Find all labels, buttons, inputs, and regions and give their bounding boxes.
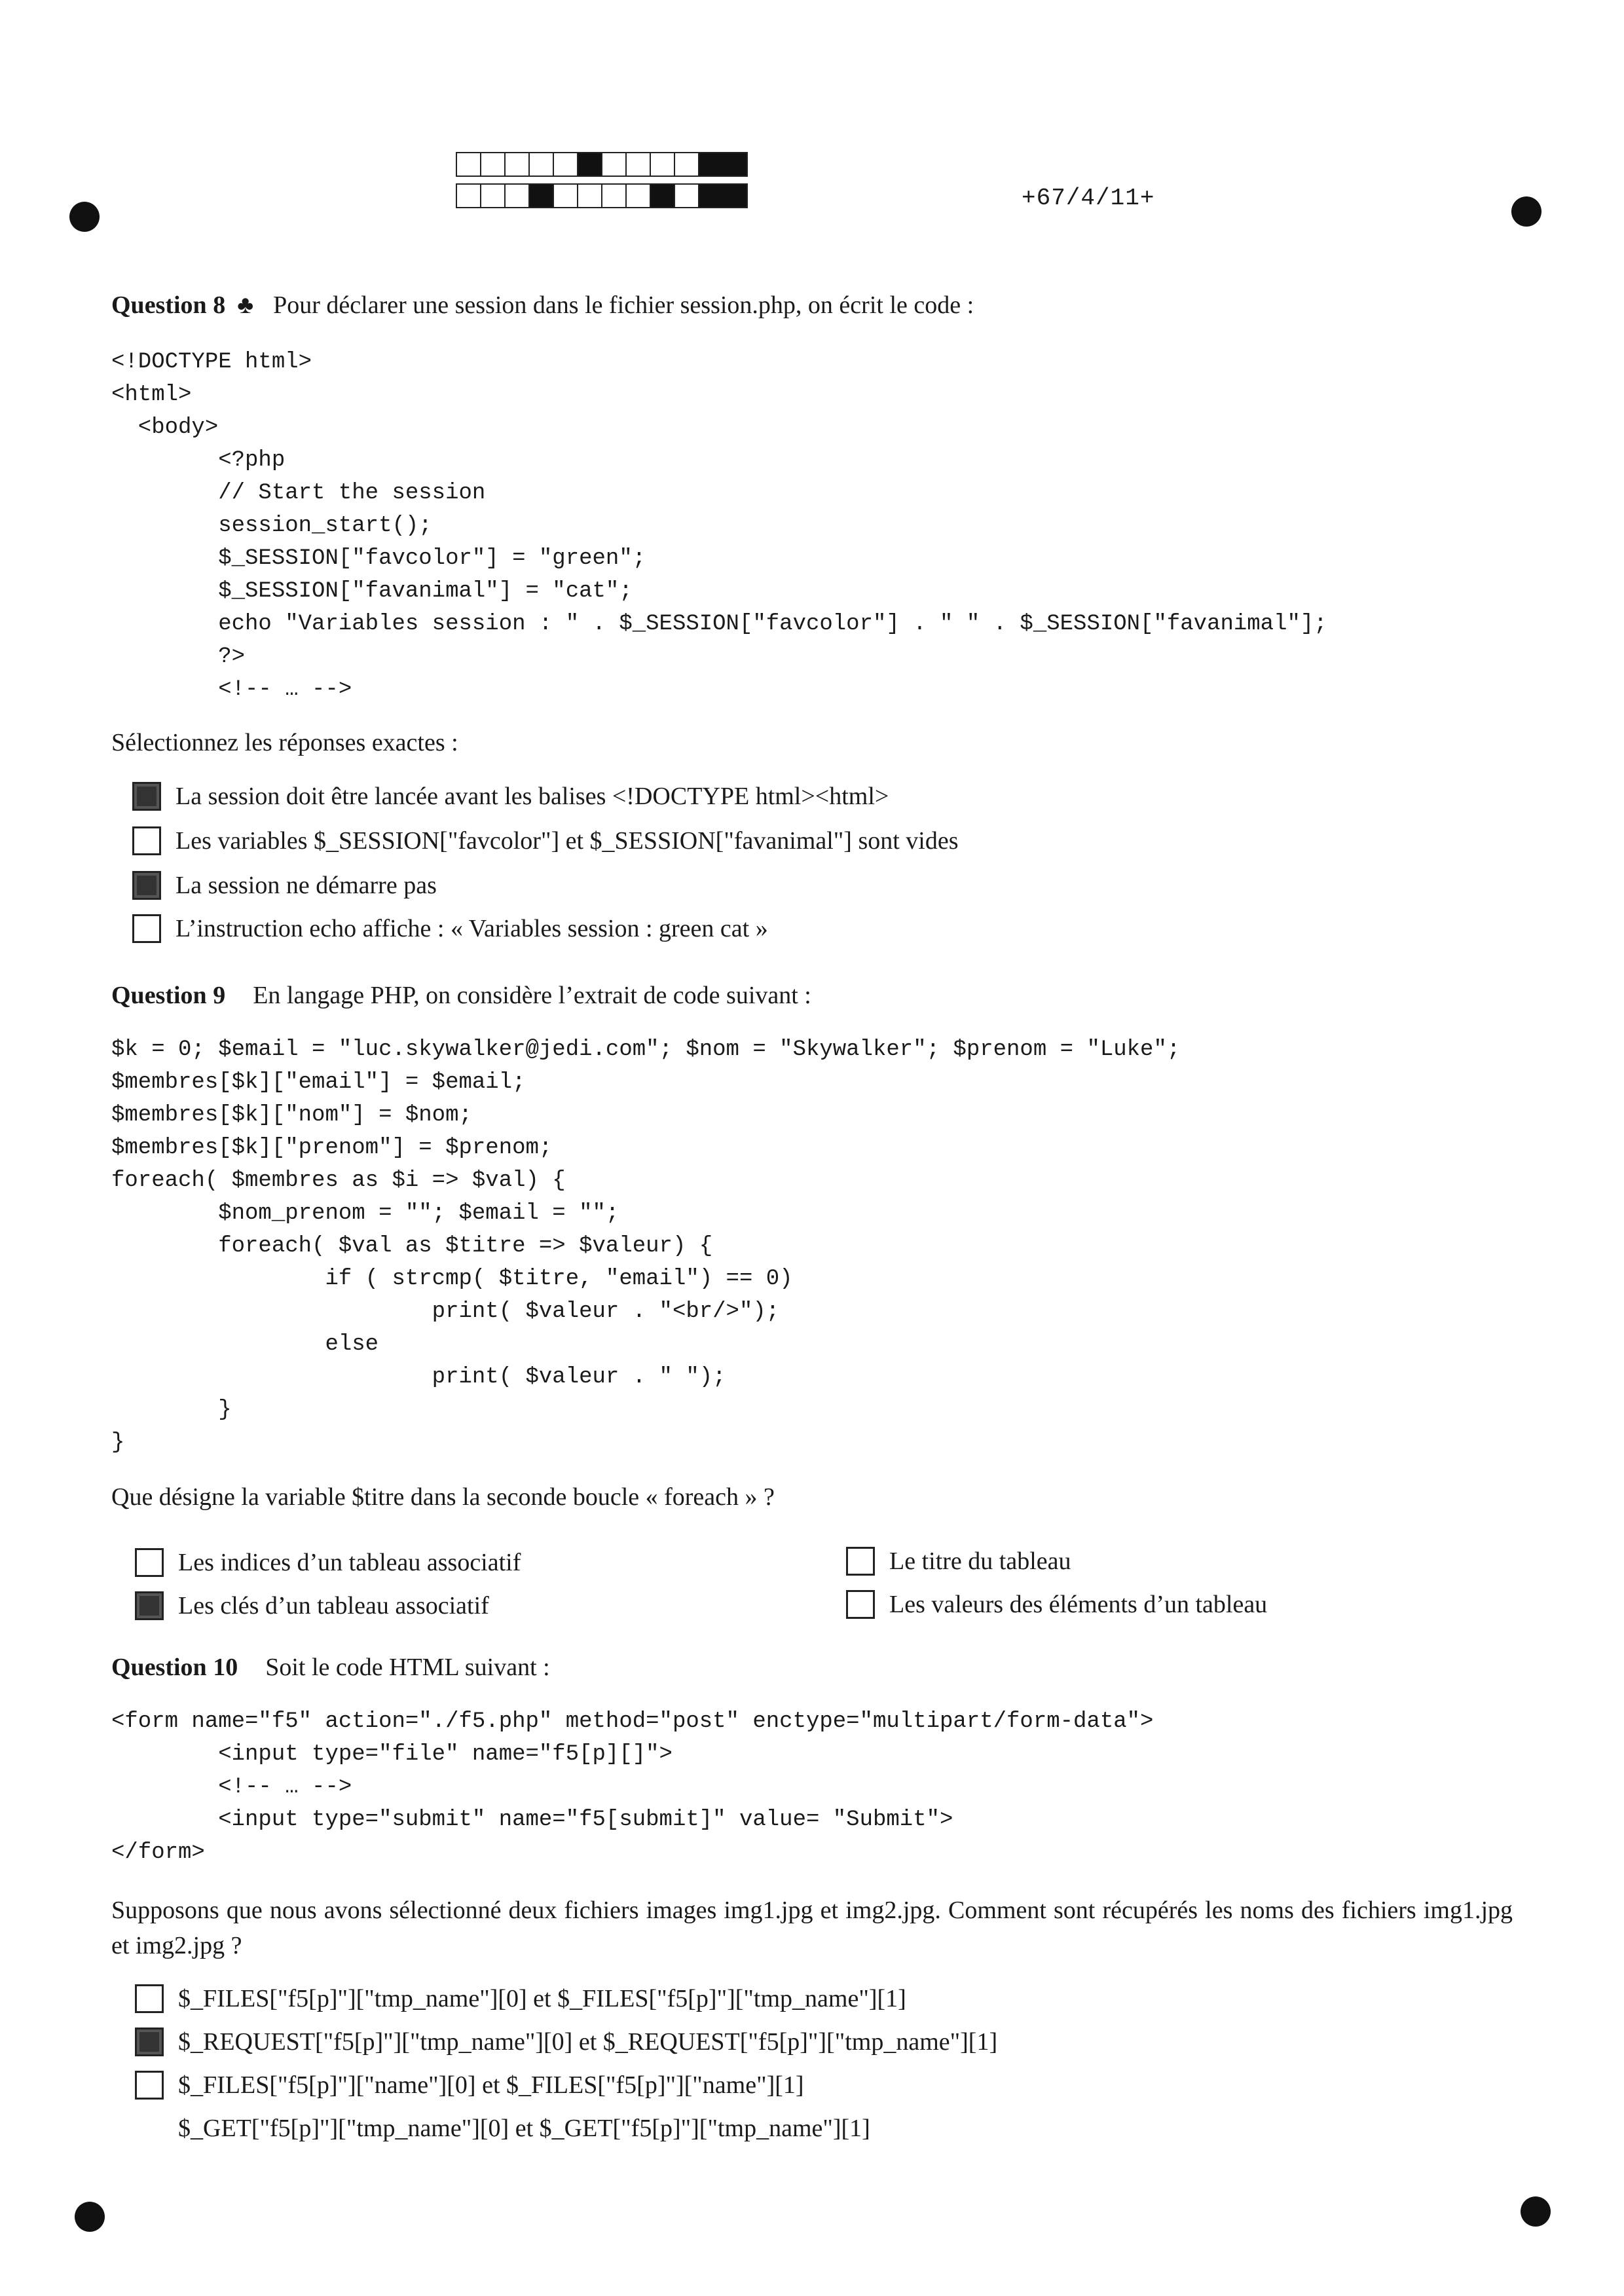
- q9-option-1[interactable]: [135, 1548, 521, 1577]
- id-box: [625, 183, 651, 208]
- question-9-question: Que désigne la variable $titre dans la seconde boucle « foreach » ?: [111, 1483, 775, 1511]
- option-label: La session doit être lancée avant les balises <!DOCTYPE html><html>: [175, 783, 889, 810]
- id-box: [601, 152, 627, 177]
- registration-mark-bottom-left: [75, 2202, 105, 2232]
- registration-mark-top-right: [1511, 196, 1541, 227]
- q10-option-3[interactable]: [135, 2071, 804, 2100]
- option-label: Les indices d’un tableau associatif: [178, 1549, 521, 1576]
- registration-mark-top-left: [69, 202, 100, 232]
- checkbox[interactable]: [135, 2071, 164, 2100]
- question-10-prompt: Soit le code HTML suivant :: [265, 1654, 550, 1681]
- q8-option-1[interactable]: [132, 782, 889, 811]
- id-box: [553, 183, 578, 208]
- club-icon: ♣: [237, 291, 254, 319]
- checkbox[interactable]: [846, 1590, 875, 1619]
- option-label: La session ne démarre pas: [175, 872, 437, 899]
- option-label: L’instruction echo affiche : « Variables session : green cat »: [175, 915, 768, 942]
- registration-mark-bottom-right: [1521, 2196, 1551, 2227]
- option-label: Le titre du tableau: [889, 1547, 1071, 1575]
- id-box-row-2: [456, 183, 747, 208]
- question-10-header: [111, 1653, 550, 1682]
- id-box: [480, 183, 506, 208]
- q10-option-1[interactable]: [135, 1984, 906, 2013]
- option-label: Les valeurs des éléments d’un tableau: [889, 1591, 1268, 1618]
- question-8-label: Question 8: [111, 291, 226, 319]
- id-box: [577, 183, 602, 208]
- question-9-prompt: En langage PHP, on considère l’extrait de code suivant :: [253, 982, 811, 1009]
- id-box: [456, 152, 481, 177]
- question-8-instruction: Sélectionnez les réponses exactes :: [111, 729, 458, 756]
- checkbox[interactable]: [846, 1547, 875, 1576]
- id-box: [698, 183, 748, 208]
- q9-option-3[interactable]: [846, 1547, 1071, 1576]
- id-box: [601, 183, 627, 208]
- id-box: [504, 152, 530, 177]
- question-8-code: <!DOCTYPE html> <html> <body> <?php // Start the session session_start(); $_SESSION["favcolor"] = "green"; $_SESSION["favanimal"] = "cat"; echo "Variables session : " . $_SESSION["favcolor"] . " " . $_SESSION["favanimal"]; ?> <!-- … -->: [111, 350, 1327, 702]
- checkbox[interactable]: [132, 826, 161, 855]
- id-box: [625, 152, 651, 177]
- checkbox[interactable]: [135, 1548, 164, 1577]
- checkbox[interactable]: [132, 914, 161, 943]
- q8-option-2[interactable]: [132, 826, 959, 855]
- q9-option-2[interactable]: [135, 1591, 489, 1620]
- id-box: [504, 183, 530, 208]
- id-box: [674, 183, 699, 208]
- checkbox[interactable]: [135, 1591, 164, 1620]
- option-label: $_FILES["f5[p]"]["tmp_name"][0] et $_FILES["f5[p]"]["tmp_name"][1]: [178, 1985, 906, 2012]
- id-box: [480, 152, 506, 177]
- question-10-code: <form name="f5" action="./f5.php" method="post" enctype="multipart/form-data"> <input type="file" name="f5[p][]"> <!-- … --> <input type="submit" name="f5[submit]" value= "Submit"> </form>: [111, 1709, 1154, 1865]
- checkbox[interactable]: [132, 871, 161, 900]
- question-10-label: Question 10: [111, 1654, 238, 1681]
- question-8-prompt: Pour déclarer une session dans le fichier session.php, on écrit le code :: [273, 291, 974, 319]
- question-9-label: Question 9: [111, 982, 226, 1009]
- question-9-code: $k = 0; $email = "luc.skywalker@jedi.com"; $nom = "Skywalker"; $prenom = "Luke"; $membres[$k]["email"] = $email; $membres[$k]["nom"] = $nom; $membres[$k]["prenom"] = $prenom; foreach( $membres as $i => $val) { $nom_prenom = ""; $email = ""; foreach( $val as $titre => $valeur) { if ( strcmp( $titre, "email") == 0) print( $valeur . "<br/>"); else print( $valeur . " "); } }: [111, 1037, 1181, 1455]
- q9-option-4[interactable]: [846, 1590, 1267, 1619]
- page-id: +67/4/11+: [1022, 185, 1155, 212]
- id-box: [553, 152, 578, 177]
- id-box: [528, 152, 554, 177]
- q8-option-3[interactable]: [132, 871, 437, 900]
- question-10-question: Supposons que nous avons sélectionné deux fichiers images img1.jpg et img2.jpg. Comment sont récupérés les noms des fichiers img1.jpg et img2.jpg ?: [111, 1897, 1513, 1959]
- id-box: [674, 152, 699, 177]
- checkbox[interactable]: [135, 2114, 164, 2143]
- question-8-header: [111, 291, 974, 320]
- option-label: $_REQUEST["f5[p]"]["tmp_name"][0] et $_REQUEST["f5[p]"]["tmp_name"][1]: [178, 2028, 998, 2056]
- q10-option-2[interactable]: [135, 2028, 997, 2056]
- q10-option-4[interactable]: [135, 2114, 870, 2143]
- checkbox[interactable]: [135, 1984, 164, 2013]
- option-label: Les variables $_SESSION["favcolor"] et $_SESSION["favanimal"] sont vides: [175, 827, 959, 855]
- id-box: [650, 152, 675, 177]
- question-9-header: [111, 981, 811, 1010]
- id-box-row-1: [456, 152, 747, 177]
- option-label: Les clés d’un tableau associatif: [178, 1592, 489, 1620]
- option-label: $_FILES["f5[p]"]["name"][0] et $_FILES["f5[p]"]["name"][1]: [178, 2071, 804, 2099]
- checkbox[interactable]: [135, 2028, 164, 2056]
- id-box: [698, 152, 748, 177]
- id-box: [528, 183, 554, 208]
- checkbox[interactable]: [132, 782, 161, 811]
- id-box: [577, 152, 602, 177]
- id-box: [456, 183, 481, 208]
- q8-option-4[interactable]: [132, 914, 768, 943]
- id-box: [650, 183, 675, 208]
- option-label: $_GET["f5[p]"]["tmp_name"][0] et $_GET["f5[p]"]["tmp_name"][1]: [178, 2115, 870, 2142]
